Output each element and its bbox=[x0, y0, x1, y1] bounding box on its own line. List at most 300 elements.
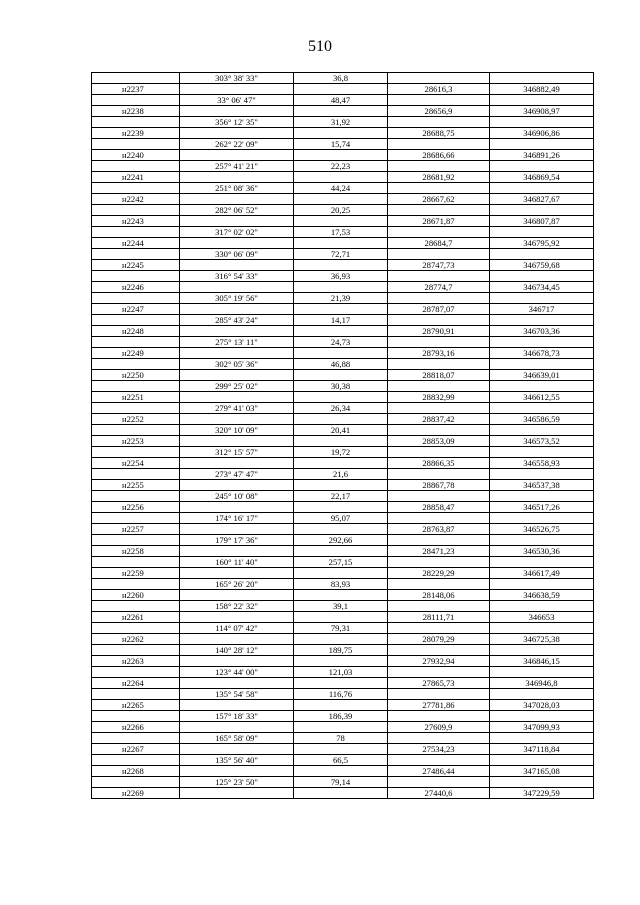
distance-cell: 24,73 bbox=[294, 337, 388, 348]
x-coordinate-cell: 27781,86 bbox=[388, 700, 490, 711]
direction-angle-cell bbox=[180, 524, 294, 535]
table-row-point bbox=[92, 304, 594, 315]
table-row-point bbox=[92, 216, 594, 227]
y-coordinate-cell bbox=[490, 183, 594, 194]
table-row-point bbox=[92, 238, 594, 249]
table-row-side bbox=[92, 667, 594, 678]
distance-cell: 17,53 bbox=[294, 227, 388, 238]
distance-cell: 189,75 bbox=[294, 645, 388, 656]
x-coordinate-cell bbox=[388, 557, 490, 568]
direction-angle-cell bbox=[180, 326, 294, 337]
table-row-side bbox=[92, 227, 594, 238]
distance-cell bbox=[294, 238, 388, 249]
direction-angle-cell: 303° 38' 33" bbox=[180, 73, 294, 84]
y-coordinate-cell bbox=[490, 161, 594, 172]
point-name-cell bbox=[92, 667, 180, 678]
point-name-cell: н2251 bbox=[92, 392, 180, 403]
direction-angle-cell bbox=[180, 656, 294, 667]
point-name-cell bbox=[92, 513, 180, 524]
x-coordinate-cell: 28763,87 bbox=[388, 524, 490, 535]
x-coordinate-cell: 28671,87 bbox=[388, 216, 490, 227]
x-coordinate-cell bbox=[388, 469, 490, 480]
direction-angle-cell bbox=[180, 414, 294, 425]
direction-angle-cell: 316° 54' 33" bbox=[180, 271, 294, 282]
y-coordinate-cell: 346869,54 bbox=[490, 172, 594, 183]
direction-angle-cell bbox=[180, 590, 294, 601]
distance-cell: 31,92 bbox=[294, 117, 388, 128]
distance-cell: 15,74 bbox=[294, 139, 388, 150]
direction-angle-cell bbox=[180, 150, 294, 161]
x-coordinate-cell: 28866,35 bbox=[388, 458, 490, 469]
table-row-point bbox=[92, 260, 594, 271]
distance-cell bbox=[294, 128, 388, 139]
y-coordinate-cell: 346517,26 bbox=[490, 502, 594, 513]
direction-angle-cell bbox=[180, 216, 294, 227]
y-coordinate-cell: 347229,59 bbox=[490, 788, 594, 799]
point-name-cell: н2262 bbox=[92, 634, 180, 645]
direction-angle-cell: 158° 22' 32" bbox=[180, 601, 294, 612]
point-name-cell bbox=[92, 381, 180, 392]
direction-angle-cell bbox=[180, 260, 294, 271]
table-row-side bbox=[92, 315, 594, 326]
distance-cell: 186,39 bbox=[294, 711, 388, 722]
table-row-point bbox=[92, 84, 594, 95]
direction-angle-cell: 257° 41' 21" bbox=[180, 161, 294, 172]
x-coordinate-cell bbox=[388, 359, 490, 370]
distance-cell: 14,17 bbox=[294, 315, 388, 326]
x-coordinate-cell bbox=[388, 579, 490, 590]
x-coordinate-cell: 28656,9 bbox=[388, 106, 490, 117]
y-coordinate-cell: 347099,93 bbox=[490, 722, 594, 733]
y-coordinate-cell bbox=[490, 315, 594, 326]
x-coordinate-cell: 28837,42 bbox=[388, 414, 490, 425]
distance-cell: 36,8 bbox=[294, 73, 388, 84]
table-row-side bbox=[92, 579, 594, 590]
direction-angle-cell: 123° 44' 00" bbox=[180, 667, 294, 678]
distance-cell: 78 bbox=[294, 733, 388, 744]
point-name-cell: н2252 bbox=[92, 414, 180, 425]
point-name-cell bbox=[92, 733, 180, 744]
table-row-point bbox=[92, 524, 594, 535]
table-row-side bbox=[92, 711, 594, 722]
point-name-cell bbox=[92, 315, 180, 326]
distance-cell: 79,14 bbox=[294, 777, 388, 788]
x-coordinate-cell bbox=[388, 601, 490, 612]
x-coordinate-cell: 28688,75 bbox=[388, 128, 490, 139]
x-coordinate-cell: 28853,09 bbox=[388, 436, 490, 447]
y-coordinate-cell bbox=[490, 755, 594, 766]
x-coordinate-cell: 28471,23 bbox=[388, 546, 490, 557]
distance-cell bbox=[294, 348, 388, 359]
point-name-cell: н2243 bbox=[92, 216, 180, 227]
distance-cell bbox=[294, 282, 388, 293]
table-row-point bbox=[92, 282, 594, 293]
table-row-point bbox=[92, 194, 594, 205]
point-name-cell: н2259 bbox=[92, 568, 180, 579]
table-row-side bbox=[92, 161, 594, 172]
table-row-side bbox=[92, 513, 594, 524]
table-row-point bbox=[92, 612, 594, 623]
table-row-point bbox=[92, 128, 594, 139]
point-name-cell: н2253 bbox=[92, 436, 180, 447]
table-row-point bbox=[92, 502, 594, 513]
table-row-side bbox=[92, 117, 594, 128]
x-coordinate-cell: 28229,29 bbox=[388, 568, 490, 579]
table-row-point bbox=[92, 656, 594, 667]
x-coordinate-cell: 28684,7 bbox=[388, 238, 490, 249]
direction-angle-cell bbox=[180, 436, 294, 447]
direction-angle-cell bbox=[180, 128, 294, 139]
table-row-point bbox=[92, 436, 594, 447]
y-coordinate-cell: 346639,01 bbox=[490, 370, 594, 381]
y-coordinate-cell bbox=[490, 557, 594, 568]
y-coordinate-cell bbox=[490, 579, 594, 590]
direction-angle-cell: 135° 54' 58" bbox=[180, 689, 294, 700]
x-coordinate-cell: 27486,44 bbox=[388, 766, 490, 777]
distance-cell bbox=[294, 458, 388, 469]
table-row-point bbox=[92, 370, 594, 381]
y-coordinate-cell: 346638,59 bbox=[490, 590, 594, 601]
direction-angle-cell bbox=[180, 480, 294, 491]
y-coordinate-cell: 346717 bbox=[490, 304, 594, 315]
table-row-side bbox=[92, 95, 594, 106]
y-coordinate-cell: 346617,49 bbox=[490, 568, 594, 579]
y-coordinate-cell: 346586,59 bbox=[490, 414, 594, 425]
direction-angle-cell bbox=[180, 194, 294, 205]
x-coordinate-cell: 27534,23 bbox=[388, 744, 490, 755]
point-name-cell bbox=[92, 645, 180, 656]
point-name-cell: н2267 bbox=[92, 744, 180, 755]
distance-cell: 22,17 bbox=[294, 491, 388, 502]
distance-cell bbox=[294, 502, 388, 513]
point-name-cell: н2257 bbox=[92, 524, 180, 535]
direction-angle-cell bbox=[180, 700, 294, 711]
point-name-cell bbox=[92, 491, 180, 502]
point-name-cell: н2255 bbox=[92, 480, 180, 491]
x-coordinate-cell bbox=[388, 777, 490, 788]
table-row-side bbox=[92, 623, 594, 634]
direction-angle-cell: 285° 43' 24" bbox=[180, 315, 294, 326]
x-coordinate-cell: 27932,94 bbox=[388, 656, 490, 667]
distance-cell: 121,03 bbox=[294, 667, 388, 678]
y-coordinate-cell: 346882,49 bbox=[490, 84, 594, 95]
y-coordinate-cell bbox=[490, 293, 594, 304]
coordinates-table bbox=[91, 72, 594, 799]
x-coordinate-cell: 28681,92 bbox=[388, 172, 490, 183]
y-coordinate-cell: 346558,93 bbox=[490, 458, 594, 469]
y-coordinate-cell bbox=[490, 359, 594, 370]
y-coordinate-cell: 346526,75 bbox=[490, 524, 594, 535]
y-coordinate-cell bbox=[490, 95, 594, 106]
y-coordinate-cell: 346653 bbox=[490, 612, 594, 623]
direction-angle-cell bbox=[180, 370, 294, 381]
y-coordinate-cell bbox=[490, 425, 594, 436]
direction-angle-cell bbox=[180, 106, 294, 117]
x-coordinate-cell: 28790,91 bbox=[388, 326, 490, 337]
x-coordinate-cell bbox=[388, 227, 490, 238]
point-name-cell: н2238 bbox=[92, 106, 180, 117]
coordinates-table-body bbox=[92, 73, 594, 799]
x-coordinate-cell bbox=[388, 689, 490, 700]
point-name-cell: н2258 bbox=[92, 546, 180, 557]
y-coordinate-cell bbox=[490, 271, 594, 282]
distance-cell bbox=[294, 568, 388, 579]
x-coordinate-cell: 28667,62 bbox=[388, 194, 490, 205]
y-coordinate-cell: 346725,38 bbox=[490, 634, 594, 645]
direction-angle-cell bbox=[180, 172, 294, 183]
direction-angle-cell bbox=[180, 458, 294, 469]
distance-cell bbox=[294, 766, 388, 777]
distance-cell: 257,15 bbox=[294, 557, 388, 568]
direction-angle-cell: 317° 02' 02" bbox=[180, 227, 294, 238]
point-name-cell: н2260 bbox=[92, 590, 180, 601]
table-row-side bbox=[92, 381, 594, 392]
direction-angle-cell bbox=[180, 788, 294, 799]
direction-angle-cell bbox=[180, 348, 294, 359]
direction-angle-cell: 279° 41' 03" bbox=[180, 403, 294, 414]
x-coordinate-cell bbox=[388, 161, 490, 172]
distance-cell bbox=[294, 546, 388, 557]
x-coordinate-cell bbox=[388, 337, 490, 348]
distance-cell bbox=[294, 84, 388, 95]
distance-cell bbox=[294, 634, 388, 645]
distance-cell: 66,5 bbox=[294, 755, 388, 766]
point-name-cell bbox=[92, 73, 180, 84]
y-coordinate-cell: 347118,84 bbox=[490, 744, 594, 755]
y-coordinate-cell: 346846,15 bbox=[490, 656, 594, 667]
point-name-cell bbox=[92, 711, 180, 722]
distance-cell bbox=[294, 326, 388, 337]
table-row-side bbox=[92, 337, 594, 348]
y-coordinate-cell: 346573,52 bbox=[490, 436, 594, 447]
point-name-cell: н2246 bbox=[92, 282, 180, 293]
distance-cell bbox=[294, 392, 388, 403]
distance-cell: 19,72 bbox=[294, 447, 388, 458]
point-name-cell: н2269 bbox=[92, 788, 180, 799]
table-row-side bbox=[92, 491, 594, 502]
distance-cell: 44,24 bbox=[294, 183, 388, 194]
table-row-point bbox=[92, 678, 594, 689]
table-row-side bbox=[92, 755, 594, 766]
y-coordinate-cell: 347165,08 bbox=[490, 766, 594, 777]
distance-cell: 22,23 bbox=[294, 161, 388, 172]
y-coordinate-cell bbox=[490, 381, 594, 392]
point-name-cell: н2264 bbox=[92, 678, 180, 689]
distance-cell: 36,93 bbox=[294, 271, 388, 282]
direction-angle-cell: 273° 47' 47" bbox=[180, 469, 294, 480]
direction-angle-cell: 135° 56' 40" bbox=[180, 755, 294, 766]
direction-angle-cell bbox=[180, 678, 294, 689]
distance-cell: 292,66 bbox=[294, 535, 388, 546]
distance-cell: 48,47 bbox=[294, 95, 388, 106]
table-row-point bbox=[92, 150, 594, 161]
direction-angle-cell: 320° 10' 09" bbox=[180, 425, 294, 436]
direction-angle-cell bbox=[180, 546, 294, 557]
direction-angle-cell: 302° 05' 36" bbox=[180, 359, 294, 370]
point-name-cell bbox=[92, 161, 180, 172]
direction-angle-cell: 312° 15' 57" bbox=[180, 447, 294, 458]
direction-angle-cell bbox=[180, 612, 294, 623]
table-row-point bbox=[92, 590, 594, 601]
distance-cell bbox=[294, 260, 388, 271]
y-coordinate-cell bbox=[490, 623, 594, 634]
direction-angle-cell: 282° 06' 52" bbox=[180, 205, 294, 216]
point-name-cell bbox=[92, 447, 180, 458]
table-row-side bbox=[92, 557, 594, 568]
point-name-cell bbox=[92, 183, 180, 194]
x-coordinate-cell bbox=[388, 403, 490, 414]
point-name-cell bbox=[92, 205, 180, 216]
distance-cell: 26,34 bbox=[294, 403, 388, 414]
y-coordinate-cell bbox=[490, 645, 594, 656]
distance-cell: 79,31 bbox=[294, 623, 388, 634]
direction-angle-cell bbox=[180, 722, 294, 733]
x-coordinate-cell: 28747,73 bbox=[388, 260, 490, 271]
x-coordinate-cell bbox=[388, 447, 490, 458]
distance-cell bbox=[294, 106, 388, 117]
distance-cell: 46,88 bbox=[294, 359, 388, 370]
y-coordinate-cell: 346906,86 bbox=[490, 128, 594, 139]
point-name-cell bbox=[92, 689, 180, 700]
x-coordinate-cell bbox=[388, 139, 490, 150]
direction-angle-cell bbox=[180, 282, 294, 293]
point-name-cell bbox=[92, 425, 180, 436]
table-row-side bbox=[92, 535, 594, 546]
direction-angle-cell: 330° 06' 09" bbox=[180, 249, 294, 260]
table-row-point bbox=[92, 722, 594, 733]
y-coordinate-cell: 346759,68 bbox=[490, 260, 594, 271]
distance-cell: 72,71 bbox=[294, 249, 388, 260]
table-row-side bbox=[92, 645, 594, 656]
x-coordinate-cell: 28774,7 bbox=[388, 282, 490, 293]
point-name-cell bbox=[92, 95, 180, 106]
y-coordinate-cell bbox=[490, 711, 594, 722]
x-coordinate-cell: 28832,99 bbox=[388, 392, 490, 403]
y-coordinate-cell: 346703,36 bbox=[490, 326, 594, 337]
direction-angle-cell: 251° 08' 36" bbox=[180, 183, 294, 194]
distance-cell bbox=[294, 150, 388, 161]
direction-angle-cell bbox=[180, 238, 294, 249]
y-coordinate-cell bbox=[490, 535, 594, 546]
table-row-side bbox=[92, 777, 594, 788]
direction-angle-cell: 165° 58' 09" bbox=[180, 733, 294, 744]
distance-cell bbox=[294, 480, 388, 491]
point-name-cell bbox=[92, 469, 180, 480]
table-row-side bbox=[92, 359, 594, 370]
x-coordinate-cell: 28616,3 bbox=[388, 84, 490, 95]
distance-cell bbox=[294, 700, 388, 711]
direction-angle-cell: 165° 26' 20" bbox=[180, 579, 294, 590]
y-coordinate-cell bbox=[490, 601, 594, 612]
distance-cell: 116,76 bbox=[294, 689, 388, 700]
y-coordinate-cell bbox=[490, 733, 594, 744]
direction-angle-cell: 245° 10' 08" bbox=[180, 491, 294, 502]
y-coordinate-cell: 347028,03 bbox=[490, 700, 594, 711]
table-row-side bbox=[92, 469, 594, 480]
point-name-cell bbox=[92, 227, 180, 238]
distance-cell bbox=[294, 172, 388, 183]
point-name-cell: н2254 bbox=[92, 458, 180, 469]
y-coordinate-cell: 346827,67 bbox=[490, 194, 594, 205]
table-row-point bbox=[92, 788, 594, 799]
distance-cell bbox=[294, 194, 388, 205]
point-name-cell bbox=[92, 249, 180, 260]
point-name-cell bbox=[92, 403, 180, 414]
distance-cell bbox=[294, 370, 388, 381]
table-row-side bbox=[92, 205, 594, 216]
table-row-side bbox=[92, 293, 594, 304]
distance-cell: 39,1 bbox=[294, 601, 388, 612]
x-coordinate-cell: 28111,71 bbox=[388, 612, 490, 623]
point-name-cell: н2237 bbox=[92, 84, 180, 95]
y-coordinate-cell bbox=[490, 227, 594, 238]
table-row-side bbox=[92, 183, 594, 194]
direction-angle-cell: 33° 06' 47" bbox=[180, 95, 294, 106]
table-row-side bbox=[92, 601, 594, 612]
point-name-cell: н2245 bbox=[92, 260, 180, 271]
table-row-side bbox=[92, 139, 594, 150]
y-coordinate-cell: 346537,38 bbox=[490, 480, 594, 491]
y-coordinate-cell: 346946,8 bbox=[490, 678, 594, 689]
table-row-side bbox=[92, 689, 594, 700]
point-name-cell bbox=[92, 293, 180, 304]
y-coordinate-cell: 346891,26 bbox=[490, 150, 594, 161]
y-coordinate-cell bbox=[490, 403, 594, 414]
x-coordinate-cell bbox=[388, 645, 490, 656]
y-coordinate-cell bbox=[490, 777, 594, 788]
point-name-cell: н2268 bbox=[92, 766, 180, 777]
point-name-cell: н2241 bbox=[92, 172, 180, 183]
distance-cell bbox=[294, 590, 388, 601]
point-name-cell: н2247 bbox=[92, 304, 180, 315]
distance-cell bbox=[294, 414, 388, 425]
y-coordinate-cell bbox=[490, 117, 594, 128]
direction-angle-cell bbox=[180, 502, 294, 513]
point-name-cell bbox=[92, 271, 180, 282]
table-row-point bbox=[92, 348, 594, 359]
x-coordinate-cell bbox=[388, 535, 490, 546]
table-row-side bbox=[92, 733, 594, 744]
point-name-cell bbox=[92, 579, 180, 590]
point-name-cell: н2248 bbox=[92, 326, 180, 337]
table-row-point bbox=[92, 766, 594, 777]
direction-angle-cell bbox=[180, 84, 294, 95]
point-name-cell: н2265 bbox=[92, 700, 180, 711]
direction-angle-cell: 160° 11' 40" bbox=[180, 557, 294, 568]
point-name-cell bbox=[92, 535, 180, 546]
table-row-side bbox=[92, 447, 594, 458]
x-coordinate-cell bbox=[388, 513, 490, 524]
table-row-point bbox=[92, 414, 594, 425]
point-name-cell bbox=[92, 139, 180, 150]
table-row-side bbox=[92, 249, 594, 260]
distance-cell: 20,41 bbox=[294, 425, 388, 436]
distance-cell bbox=[294, 436, 388, 447]
x-coordinate-cell bbox=[388, 73, 490, 84]
x-coordinate-cell: 28793,16 bbox=[388, 348, 490, 359]
x-coordinate-cell bbox=[388, 315, 490, 326]
direction-angle-cell bbox=[180, 744, 294, 755]
x-coordinate-cell: 27440,6 bbox=[388, 788, 490, 799]
point-name-cell bbox=[92, 117, 180, 128]
point-name-cell: н2263 bbox=[92, 656, 180, 667]
table-row-side bbox=[92, 271, 594, 282]
distance-cell bbox=[294, 678, 388, 689]
y-coordinate-cell: 346807,87 bbox=[490, 216, 594, 227]
y-coordinate-cell bbox=[490, 139, 594, 150]
x-coordinate-cell: 28818,07 bbox=[388, 370, 490, 381]
distance-cell bbox=[294, 722, 388, 733]
